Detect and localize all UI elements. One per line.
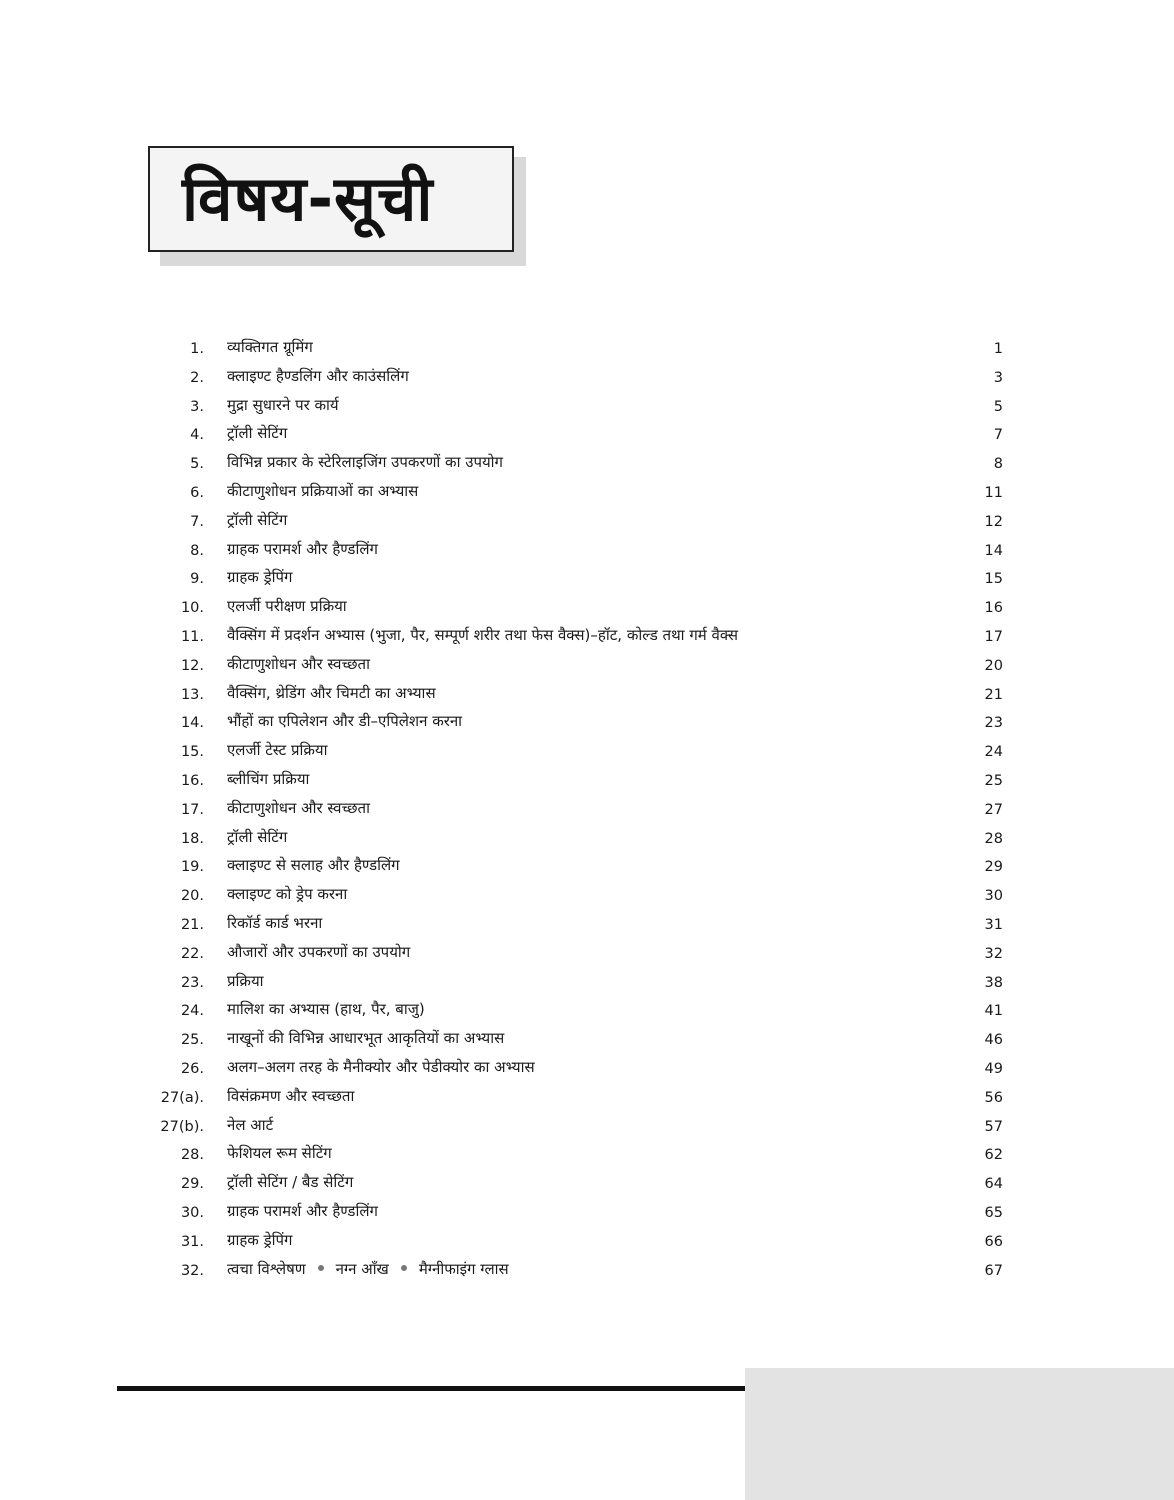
toc-entry-number: 21. [180,916,204,933]
toc-entry [0,852,1174,881]
toc-entry-number: 17. [180,801,204,818]
toc-entry-number: 29. [180,1176,204,1193]
table-of-contents [0,334,1174,1284]
toc-entry [0,824,1174,853]
toc-entry-page: 20 [984,657,1003,674]
toc-entry-page: 21 [984,686,1003,703]
toc-entry-number: 9. [190,571,204,588]
toc-entry [0,881,1174,910]
toc-entry [0,536,1174,565]
toc-entry-page: 62 [984,1147,1003,1164]
toc-entry-number: 11. [180,628,204,645]
toc-entry-number: 5. [190,456,204,473]
toc-entry-part: नग्न आँख [335,1259,389,1278]
footer-gray-block [745,1368,1174,1500]
toc-entry-page: 38 [984,974,1003,991]
toc-entry-title: औजारों और उपकरणों का उपयोग [227,942,411,961]
toc-entry-title: नेल आर्ट [227,1115,274,1134]
toc-entry [0,766,1174,795]
toc-entry-title: ग्राहक परामर्श और हैण्डलिंग [227,539,378,558]
toc-entry-title: कीटाणुशोधन और स्वच्छता [227,654,370,673]
toc-entry-page: 25 [984,772,1003,789]
toc-entry-number: 12. [180,657,204,674]
toc-entry-page: 41 [984,1003,1003,1020]
toc-entry-page: 14 [984,542,1003,559]
toc-entry-title: कीटाणुशोधन प्रक्रियाओं का अभ्यास [227,481,419,500]
footer-rule [117,1386,762,1391]
toc-entry-number: 26. [180,1060,204,1077]
toc-entry [0,996,1174,1025]
toc-entry-number: 4. [190,427,204,444]
toc-entry [0,1140,1174,1169]
toc-entry-page: 16 [984,600,1003,617]
toc-entry [0,939,1174,968]
toc-entry-page: 8 [993,456,1003,473]
toc-entry-title: वैक्सिंग में प्रदर्शन अभ्यास (भुजा, पैर, सम्पूर्ण शरीर तथा फेस वैक्स)–हॉट, कोल्ड तथा गर्म वैक्स [227,625,739,644]
toc-entry-number: 27(a). [160,1089,204,1106]
toc-entry [0,478,1174,507]
toc-entry-page: 65 [984,1204,1003,1221]
toc-entry-page: 30 [984,888,1003,905]
toc-entry-number: 18. [180,830,204,847]
toc-entry-page: 3 [993,369,1003,386]
toc-entry-number: 20. [180,888,204,905]
toc-entry [0,593,1174,622]
toc-entry-title: मुद्रा सुधारने पर कार्य [227,395,339,414]
toc-entry-number: 6. [190,484,204,501]
toc-entry [0,910,1174,939]
bullet-icon [318,1265,324,1271]
toc-entry [0,363,1174,392]
toc-entry-page: 46 [984,1032,1003,1049]
toc-entry-title: ग्राहक ड्रेपिंग [227,568,293,587]
toc-entry [0,1256,1174,1285]
toc-entry-part: मैग्नीफाइंग ग्लास [418,1259,509,1278]
toc-entry-page: 23 [984,715,1003,732]
title-box [148,146,514,252]
toc-entry-number: 14. [180,715,204,732]
toc-entry-number: 25. [180,1032,204,1049]
toc-entry-title: वैक्सिंग, थ्रेडिंग और चिमटी का अभ्यास [227,683,436,702]
toc-entry-title: नाखूनों की विभिन्न आधारभूत आकृतियों का अभ्यास [227,1029,505,1048]
toc-entry [0,1169,1174,1198]
toc-entry [0,680,1174,709]
toc-entry-number: 16. [180,772,204,789]
toc-entry-page: 66 [984,1233,1003,1250]
toc-entry-number: 13. [180,686,204,703]
toc-entry-page: 15 [984,571,1003,588]
toc-entry [0,737,1174,766]
toc-entry-page: 29 [984,859,1003,876]
toc-entry [0,1083,1174,1112]
toc-entry-number: 31. [180,1233,204,1250]
toc-entry-number: 3. [190,398,204,415]
toc-entry-title: ग्राहक परामर्श और हैण्डलिंग [227,1201,378,1220]
toc-entry-title: विभिन्न प्रकार के स्टेरिलाइजिंग उपकरणों का उपयोग [227,453,504,472]
toc-entry [0,420,1174,449]
toc-entry-number: 28. [180,1147,204,1164]
toc-entry [0,651,1174,680]
toc-entry-page: 24 [984,744,1003,761]
toc-entry [0,564,1174,593]
toc-entry-page: 28 [984,830,1003,847]
toc-entry-part: त्वचा विश्लेषण [227,1259,306,1278]
toc-entry-number: 24. [180,1003,204,1020]
toc-entry-page: 1 [993,341,1003,357]
toc-entry [0,1112,1174,1141]
toc-entry-number: 2. [190,369,204,386]
page-title: विषय-सूची [182,162,434,235]
toc-entry-title [227,1259,509,1279]
toc-entry [0,1054,1174,1083]
toc-entry [0,795,1174,824]
toc-entry-title: व्यक्तिगत ग्रूमिंग [227,338,313,356]
toc-entry-number: 10. [180,600,204,617]
toc-entry [0,449,1174,478]
toc-entry-page: 56 [984,1089,1003,1106]
toc-entry [0,708,1174,737]
toc-entry-number: 22. [180,945,204,962]
toc-entry-page: 49 [984,1060,1003,1077]
toc-entry [0,334,1174,363]
toc-entry-title: क्लाइण्ट को ड्रेप करना [227,885,348,904]
toc-entry-page: 31 [984,916,1003,933]
bullet-icon [401,1265,407,1271]
toc-entry-title: ट्रॉली सेटिंग [227,424,288,443]
toc-entry-page: 5 [993,398,1003,415]
toc-entry-title: ट्रॉली सेटिंग [227,510,288,529]
toc-entry-page: 11 [984,484,1003,501]
toc-entry-page: 57 [984,1118,1003,1135]
toc-entry-number: 23. [180,974,204,991]
toc-entry-page: 17 [984,628,1003,645]
toc-entry-number: 1. [190,341,204,357]
toc-entry-title: क्लाइण्ट हैण्डलिंग और काउंसलिंग [227,366,409,385]
toc-entry-title: भौंहों का एपिलेशन और डी–एपिलेशन करना [227,712,463,731]
toc-entry-title: मालिश का अभ्यास (हाथ, पैर, बाजु) [227,1000,425,1019]
toc-entry-title: ट्रॉली सेटिंग / बैड सेटिंग [227,1173,354,1192]
toc-entry-title: विसंक्रमण और स्वच्छता [227,1086,355,1105]
toc-entry [0,622,1174,651]
toc-entry-number: 27(b). [160,1118,204,1135]
toc-entry-title: ट्रॉली सेटिंग [227,827,288,846]
toc-entry-title: एलर्जी टेस्ट प्रक्रिया [227,741,328,760]
toc-entry-title: क्लाइण्ट से सलाह और हैण्डलिंग [227,856,400,875]
toc-entry-title: प्रक्रिया [227,971,264,990]
toc-entry-page: 64 [984,1176,1003,1193]
toc-entry-title: फेशियल रूम सेटिंग [227,1144,332,1163]
toc-entry-number: 19. [180,859,204,876]
toc-entry-title: ब्लीचिंग प्रक्रिया [227,769,310,788]
toc-entry-title: कीटाणुशोधन और स्वच्छता [227,798,370,817]
toc-entry-number: 7. [190,513,204,530]
toc-entry-title: अलग–अलग तरह के मैनीक्योर और पेडीक्योर का अभ्यास [227,1057,535,1076]
toc-entry-page: 12 [984,513,1003,530]
toc-entry [0,968,1174,997]
toc-entry-number: 15. [180,744,204,761]
toc-entry-title: रिकॉर्ड कार्ड भरना [227,913,323,932]
toc-entry-page: 27 [984,801,1003,818]
toc-entry [0,507,1174,536]
toc-entry-page: 7 [993,427,1003,444]
toc-entry-number: 30. [180,1204,204,1221]
toc-entry-title: एलर्जी परीक्षण प्रक्रिया [227,597,347,616]
toc-entry [0,392,1174,421]
toc-entry-title: ग्राहक ड्रेपिंग [227,1230,293,1249]
toc-entry [0,1227,1174,1256]
toc-entry [0,1025,1174,1054]
toc-entry-number: 32. [180,1262,204,1279]
toc-entry-number: 8. [190,542,204,559]
toc-entry [0,1198,1174,1227]
toc-entry-page: 67 [984,1262,1003,1279]
toc-entry-page: 32 [984,945,1003,962]
